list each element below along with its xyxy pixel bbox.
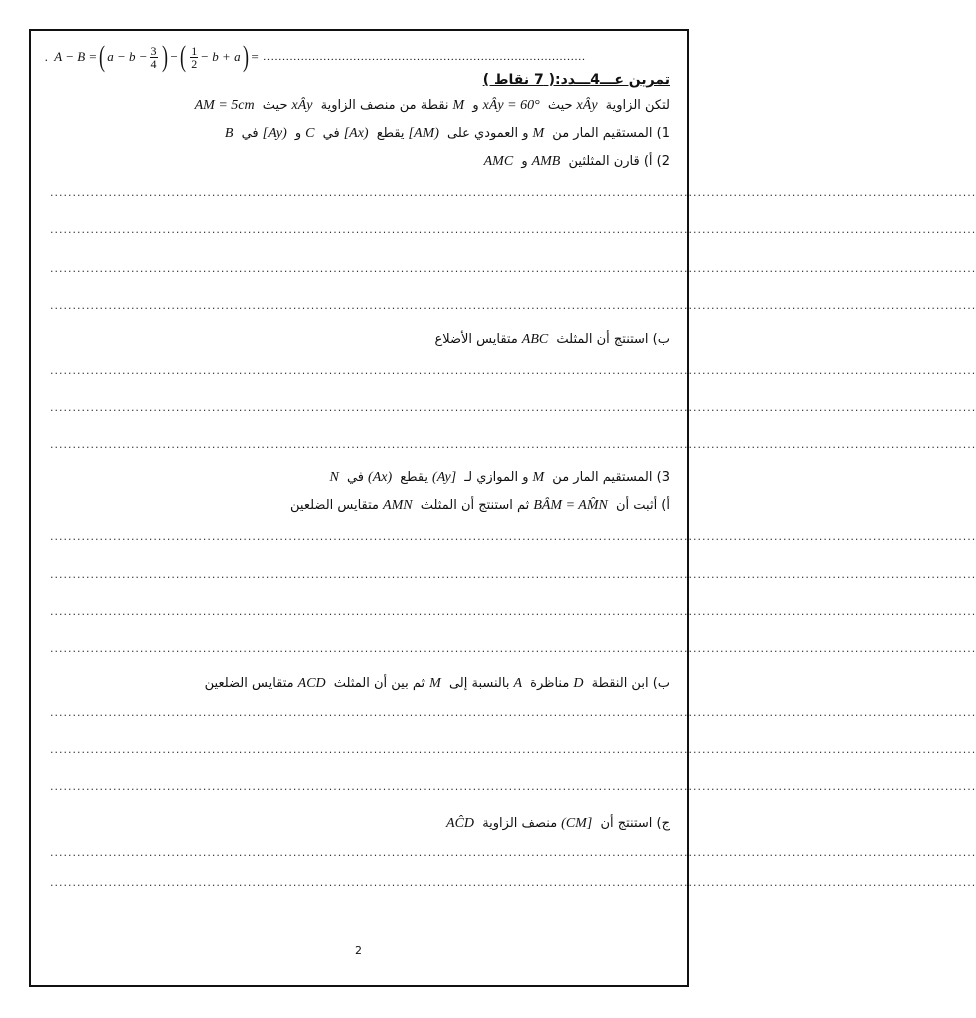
answer-line[interactable]: .............................................................................................................................................................................................................. <box>50 846 976 859</box>
question-text: و <box>521 154 528 169</box>
question-q3 <box>325 470 670 486</box>
question-q1 <box>221 126 670 142</box>
answer-line[interactable]: .............................................................................................................................................................................................................. <box>50 299 976 312</box>
question-text: 2) أ) قارن المثلثين <box>568 154 670 169</box>
question-text: مناظرة <box>530 676 570 691</box>
math-expression: xÂy = 60° <box>482 98 540 113</box>
question-text: منصف الزاوية <box>482 816 558 831</box>
math-expression: AMB <box>531 154 561 169</box>
answer-line[interactable]: .............................................................................................................................................................................................................. <box>50 223 976 236</box>
math-expression: N <box>329 470 339 485</box>
math-expression: (Ay] <box>432 470 457 485</box>
question-text: في <box>322 126 340 141</box>
question-q2a <box>480 154 670 170</box>
question-text: 3) المستقيم المار من <box>552 470 670 485</box>
question-text: نقطة من منصف الزاوية <box>320 98 449 113</box>
math-expression: AĈD <box>446 816 475 831</box>
math-expression: M <box>532 470 545 485</box>
question-text: متقايس الضلعين <box>290 498 380 513</box>
math-expression: M <box>532 126 545 141</box>
question-text: و العمودي على <box>447 126 529 141</box>
denominator: 4 <box>150 56 157 71</box>
formula-part1: a − b − <box>107 49 148 64</box>
formula-minus: − <box>169 49 179 64</box>
formula-eq: = <box>250 49 260 64</box>
fraction-3-4 <box>150 45 158 70</box>
page-number: 2 <box>355 944 362 957</box>
math-expression: (Ax) <box>368 470 393 485</box>
formula-lhs: A − B = <box>54 49 98 64</box>
question-text: بالنسبة إلى <box>448 676 510 691</box>
math-expression: AMN <box>383 498 413 513</box>
question-text: في <box>346 470 365 485</box>
paren-open: ( <box>99 40 106 73</box>
math-expression: A <box>513 676 522 691</box>
question-text: لتكن الزاوية <box>605 98 670 113</box>
math-expression: B <box>224 126 234 141</box>
numerator: 1 <box>191 43 198 58</box>
math-expression: AM = 5cm <box>194 98 255 113</box>
formula-part2: − b + a <box>200 49 241 64</box>
question-text: ج) استنتج أن <box>600 816 670 831</box>
math-expression: C <box>305 126 315 141</box>
answer-line[interactable]: .............................................................................................................................................................................................................. <box>50 401 976 414</box>
answer-line[interactable]: .............................................................................................................................................................................................................. <box>50 530 976 543</box>
question-text: يقطع <box>400 470 429 485</box>
question-text: ب) ابن النقطة <box>591 676 670 691</box>
math-expression: [Ay) <box>262 126 287 141</box>
answer-line[interactable]: .............................................................................................................................................................................................................. <box>50 743 976 756</box>
question-q2b <box>434 332 670 348</box>
question-text: حيث <box>547 98 573 113</box>
answer-line[interactable]: .............................................................................................................................................................................................................. <box>50 706 976 719</box>
question-text: في <box>241 126 259 141</box>
answer-line[interactable]: .............................................................................................................................................................................................................. <box>50 568 976 581</box>
math-expression: M <box>429 676 441 691</box>
math-expression: ABC <box>521 332 549 347</box>
question-text: ثم بين أن المثلث <box>333 676 426 691</box>
math-expression: xÂy <box>576 98 598 113</box>
question-text: و <box>294 126 302 141</box>
question-text: و <box>472 98 479 113</box>
question-text: متقايس الأضلاع <box>434 332 518 347</box>
math-expression: (CM] <box>561 816 593 831</box>
question-text: متقايس الضلعين <box>204 676 294 691</box>
math-expression: [AM) <box>408 126 439 141</box>
question-text: و الموازي لـ <box>464 470 529 485</box>
answer-line[interactable]: .............................................................................................................................................................................................................. <box>50 876 976 889</box>
fraction-1-2 <box>190 45 198 70</box>
question-q3a <box>290 498 670 514</box>
answer-line[interactable]: .............................................................................................................................................................................................................. <box>50 262 976 275</box>
question-text: ثم استنتج أن المثلث <box>420 498 530 513</box>
question-q3c <box>442 816 670 832</box>
question-text: حيث <box>262 98 288 113</box>
math-expression: [Ax) <box>343 126 369 141</box>
math-expression: D <box>573 676 584 691</box>
formula-line <box>45 40 586 74</box>
math-expression: BÂM = AM̂N <box>533 498 608 513</box>
question-text: يقطع <box>376 126 405 141</box>
math-expression: xÂy <box>291 98 313 113</box>
math-expression: AMC <box>483 154 514 169</box>
formula-lead: . <box>45 49 49 64</box>
paren-open: ( <box>180 40 187 73</box>
answer-line[interactable]: .............................................................................................................................................................................................................. <box>50 438 976 451</box>
question-text: أ) أثبت أن <box>615 498 670 513</box>
answer-line[interactable]: .............................................................................................................................................................................................................. <box>50 605 976 618</box>
math-expression: M <box>452 98 465 113</box>
paren-close: ) <box>161 40 168 73</box>
question-q3b <box>205 676 670 692</box>
answer-line[interactable]: .............................................................................................................................................................................................................. <box>50 780 976 793</box>
answer-dots: ...................................................................................... <box>263 51 586 63</box>
question-intro <box>191 98 670 114</box>
paren-close: ) <box>242 40 249 73</box>
exercise-title: تمرين عـــ4ـــدد:( 7 نقاط ) <box>482 72 670 88</box>
question-text: ب) استنتج أن المثلث <box>556 332 670 347</box>
answer-line[interactable]: .............................................................................................................................................................................................................. <box>50 364 976 377</box>
denominator: 2 <box>191 56 198 71</box>
question-text: 1) المستقيم المار من <box>552 126 670 141</box>
answer-line[interactable]: .............................................................................................................................................................................................................. <box>50 642 976 655</box>
math-expression: ACD <box>297 676 326 691</box>
answer-line[interactable]: .............................................................................................................................................................................................................. <box>50 186 976 199</box>
numerator: 3 <box>150 43 157 58</box>
